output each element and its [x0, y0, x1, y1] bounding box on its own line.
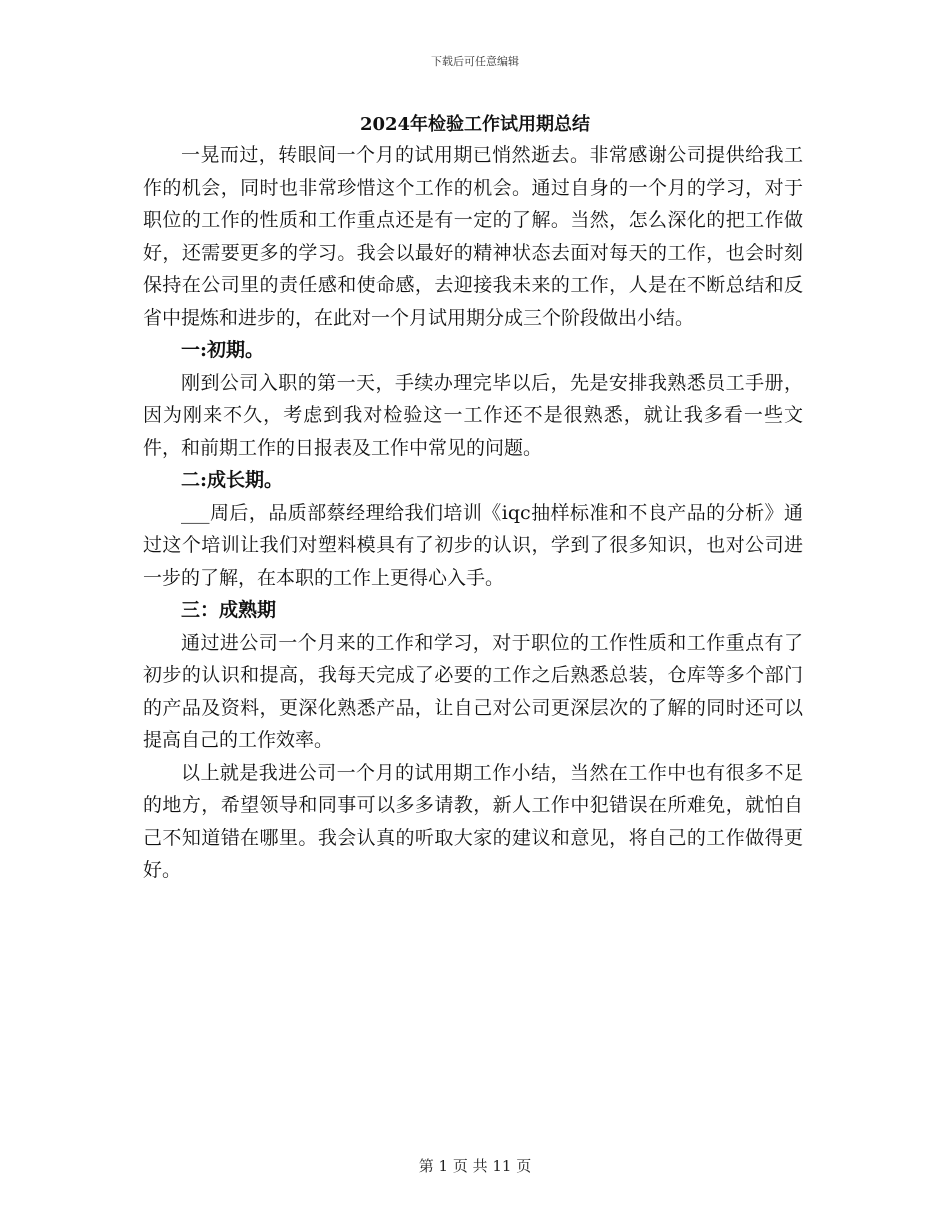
- document-body: [143, 139, 803, 887]
- document-title: 2024年检验工作试用期总结: [359, 114, 591, 135]
- section-body-mature: 通过进公司一个月来的工作和学习，对于职位的工作性质和工作重点有了初步的认识和提高，我每天完成了必要的工作之后熟悉总装，仓库等多个部门的产品及资料，更深化熟悉产品，让自己对公司更深层次的了解的同时还可以提高自己的工作效率。: [143, 631, 803, 751]
- section-body-growth: ___周后，品质部蔡经理给我们培训《iqc抽样标准和不良产品的分析》通过这个培训让我们对塑料模具有了初步的认识，学到了很多知识，也对公司进一步的了解，在本职的工作上更得心入手。: [143, 501, 803, 589]
- section-body-early: 刚到公司入职的第一天，手续办理完毕以后，先是安排我熟悉员工手册，因为刚来不久，考虑到我对检验这一工作还不是很熟悉，就让我多看一些文件，和前期工作的日报表及工作中常见的问题。: [143, 371, 803, 459]
- conclusion-paragraph: 以上就是我进公司一个月的试用期工作小结，当然在工作中也有很多不足的地方，希望领导和同事可以多多请教，新人工作中犯错误在所难免，就怕自己不知道错在哪里。我会认真的听取大家的建议和意见，将自己的工作做得更好。: [143, 761, 803, 881]
- section-heading-growth: 二:成长期。: [181, 469, 284, 491]
- header-note: 下载后可任意编辑: [431, 55, 519, 68]
- page-number: 第 1 页 共 11 页: [418, 1157, 532, 1175]
- section-heading-mature: 三：成熟期: [181, 599, 277, 621]
- intro-paragraph: 一晃而过，转眼间一个月的试用期已悄然逝去。非常感谢公司提供给我工作的机会，同时也非常珍惜这个工作的机会。通过自身的一个月的学习，对于职位的工作的性质和工作重点还是有一定的了解。当然，怎么深化的把工作做好，还需要更多的学习。我会以最好的精神状态去面对每天的工作，也会时刻保持在公司里的责任感和使命感，去迎接我未来的工作，人是在不断总结和反省中提炼和进步的，在此对一个月试用期分成三个阶段做出小结。: [143, 144, 803, 329]
- section-heading-early: 一:初期。: [181, 339, 265, 361]
